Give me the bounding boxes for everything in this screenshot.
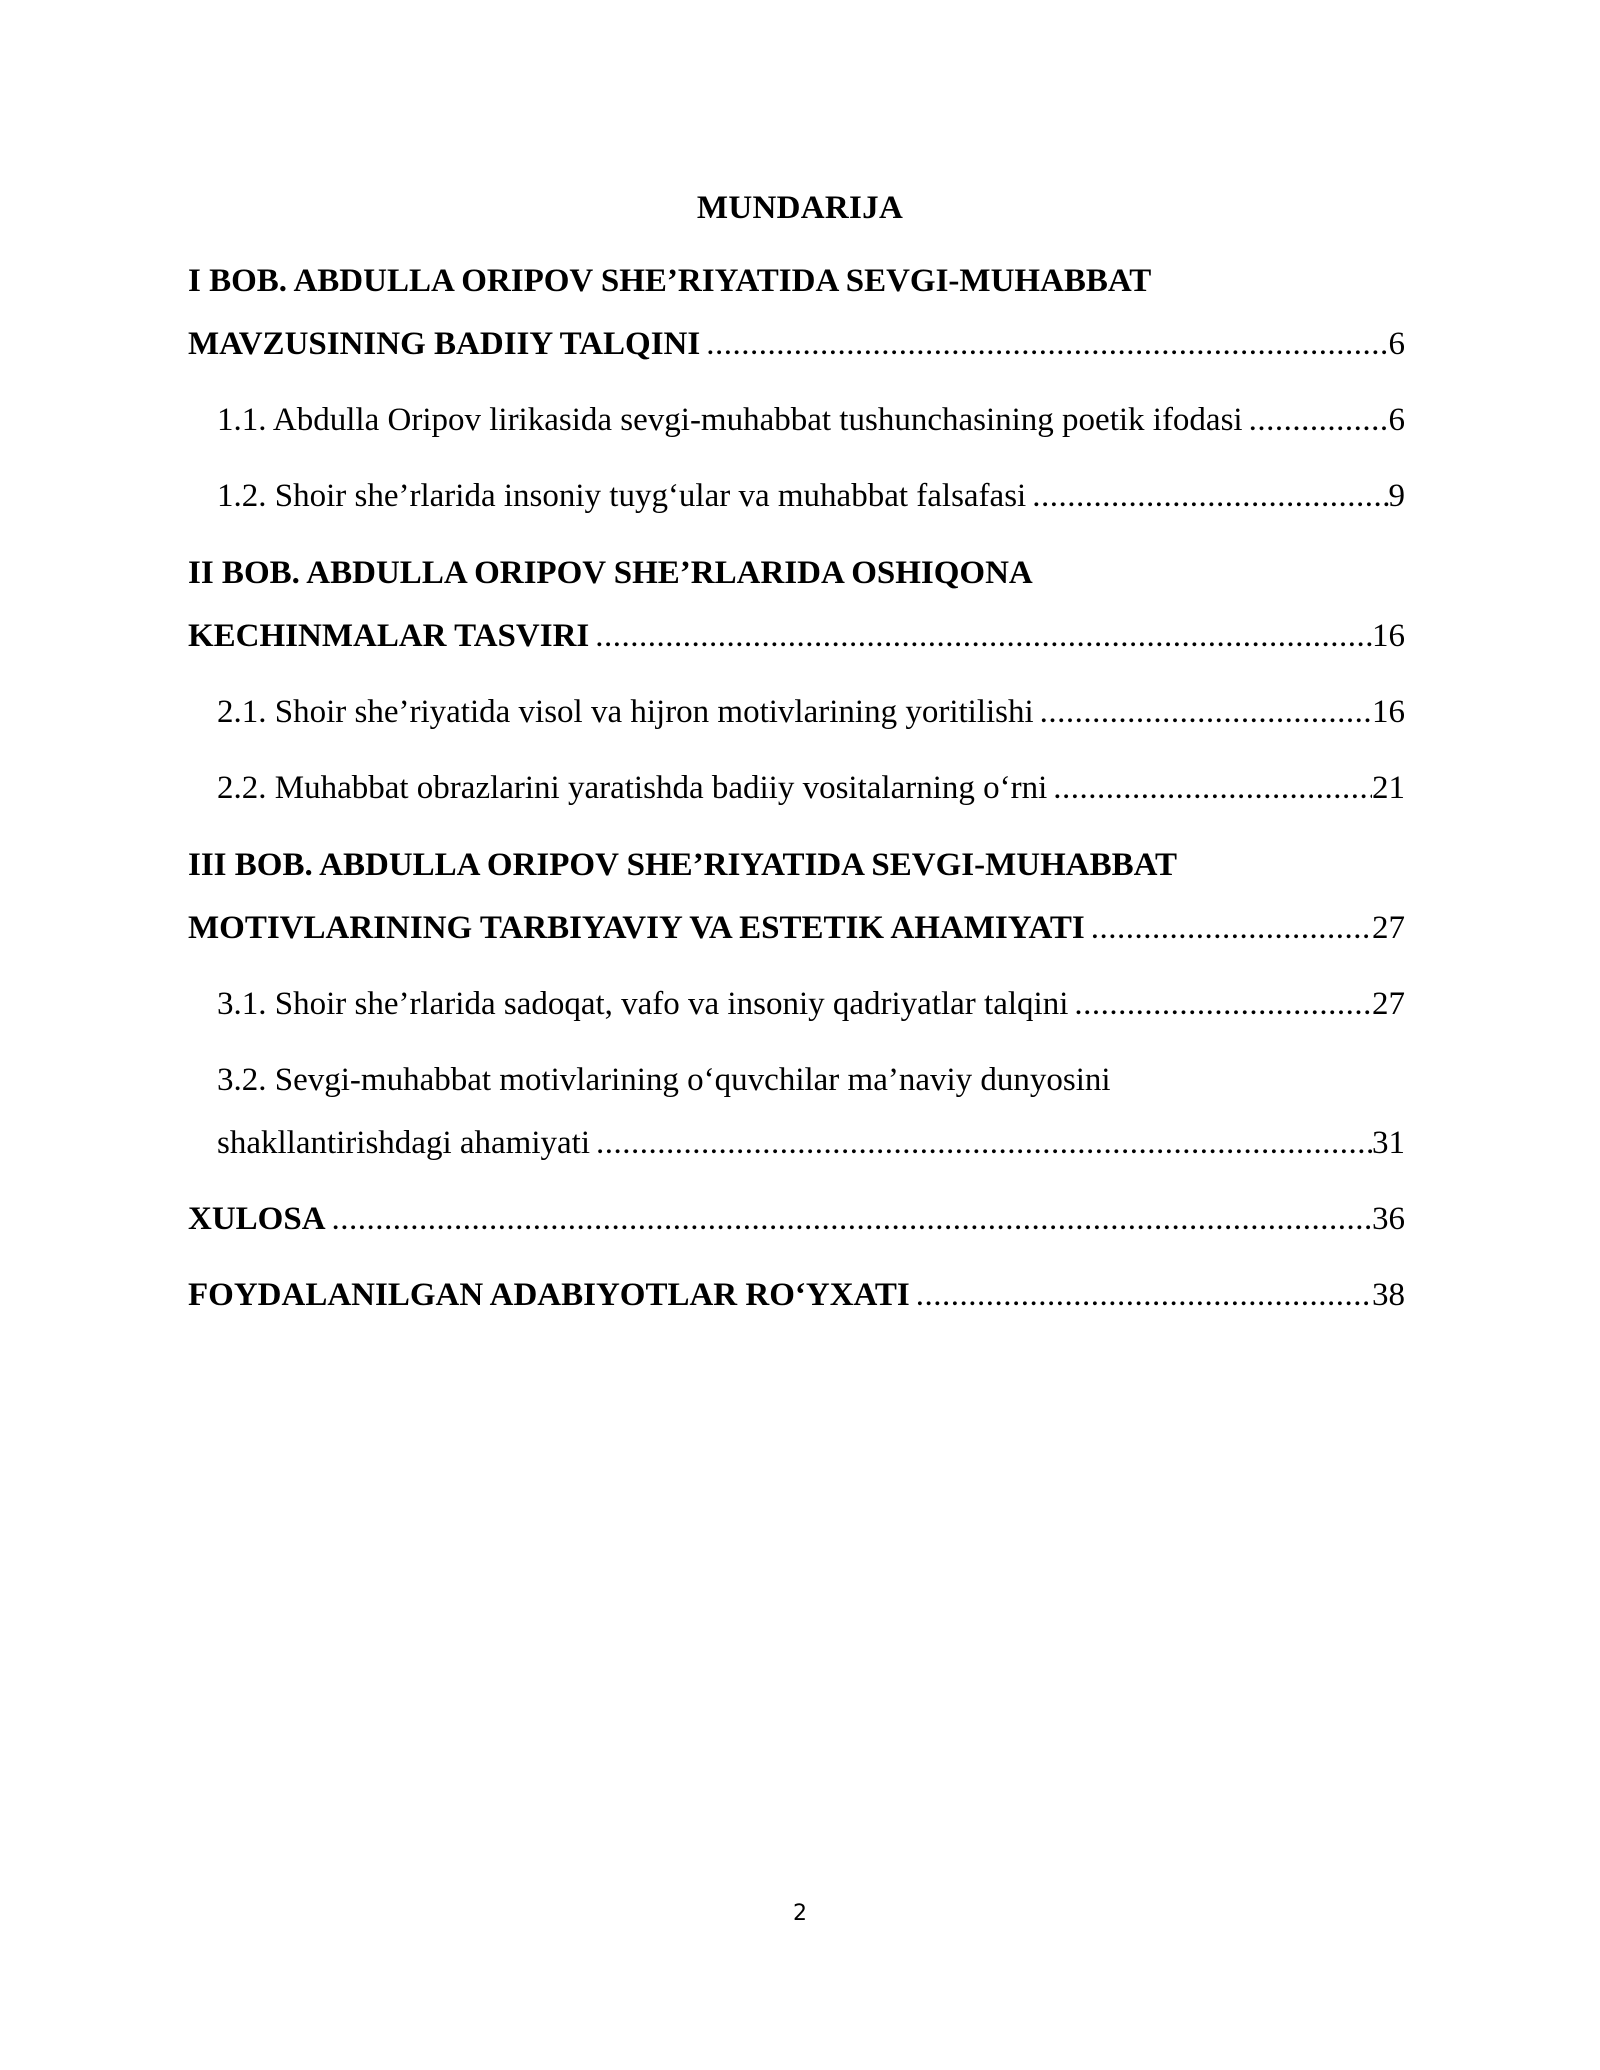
toc-section-1-2-leader — [217, 465, 1405, 528]
toc-chapter-1-title-line-2: MAVZUSINING BADIIY TALQINI — [188, 326, 701, 362]
toc-references-leader — [188, 1264, 1405, 1327]
toc-section-2-2-leader — [217, 757, 1405, 820]
toc-section-2-1-title: 2.1. Shoir she’riyatida visol va hijron motivlarining yoritilishi — [217, 694, 1034, 730]
toc-chapter-1-title-line-1: I BOB. ABDULLA ORIPOV SHE’RIYATIDA SEVGI-MUHABBAT — [188, 263, 1152, 299]
toc-section-2-1-page: 16 — [1372, 694, 1405, 730]
toc-section-1-1-page: 6 — [1388, 402, 1405, 438]
toc-chapter-3-leader — [188, 897, 1405, 960]
dot-leader — [1040, 681, 1372, 744]
dot-leader — [1032, 465, 1388, 528]
toc-section-2-2-page: 21 — [1372, 770, 1405, 806]
toc-references-page: 38 — [1372, 1277, 1405, 1313]
dot-leader — [595, 605, 1372, 668]
page-title: MUNDARIJA — [696, 190, 904, 226]
toc-conclusion-title: XULOSA — [188, 1201, 326, 1237]
toc-section-3-1-leader — [217, 973, 1405, 1036]
dot-leader — [1074, 973, 1372, 1036]
table-of-contents — [188, 250, 1405, 1327]
toc-section-3-1-page: 27 — [1372, 986, 1405, 1022]
dot-leader — [1091, 897, 1372, 960]
toc-chapter-2-leader — [188, 605, 1405, 668]
toc-section-1-2-page: 9 — [1388, 478, 1405, 514]
toc-chapter-3-title-line-2: MOTIVLARINING TARBIYAVIY VA ESTETIK AHAMIYATI — [188, 910, 1085, 946]
toc-section-1-1-title: 1.1. Abdulla Oripov lirikasida sevgi-muhabbat tushunchasining poetik ifodasi — [217, 402, 1243, 438]
toc-chapter-2-title-line-2: KECHINMALAR TASVIRI — [188, 618, 590, 654]
dot-leader — [706, 313, 1388, 376]
toc-section-3-2-leader — [217, 1112, 1405, 1175]
toc-chapter-1[interactable] — [188, 250, 1405, 376]
toc-conclusion[interactable] — [188, 1188, 1405, 1251]
page-number: 2 — [793, 1901, 807, 1926]
dot-leader — [1249, 389, 1389, 452]
toc-chapter-3-title-line-1: III BOB. ABDULLA ORIPOV SHE’RIYATIDA SEVGI-MUHABBAT — [188, 847, 1178, 883]
dot-leader — [332, 1188, 1372, 1251]
dot-leader — [916, 1264, 1372, 1327]
toc-section-2-1-leader — [217, 681, 1405, 744]
toc-references[interactable] — [188, 1264, 1405, 1327]
toc-section-3-1[interactable] — [188, 973, 1405, 1036]
toc-chapter-2-title-line-1: II BOB. ABDULLA ORIPOV SHE’RLARIDA OSHIQONA — [188, 555, 1033, 591]
toc-references-title: FOYDALANILGAN ADABIYOTLAR RO‘YXATI — [188, 1277, 910, 1313]
toc-section-2-2[interactable] — [188, 757, 1405, 820]
toc-section-2-1[interactable] — [188, 681, 1405, 744]
toc-section-1-1[interactable] — [188, 389, 1405, 452]
dot-leader — [1053, 757, 1372, 820]
toc-conclusion-page: 36 — [1372, 1201, 1405, 1237]
toc-chapter-2-page: 16 — [1372, 618, 1405, 654]
toc-chapter-1-leader — [188, 313, 1405, 376]
toc-section-3-2[interactable] — [188, 1049, 1405, 1175]
toc-section-3-1-title: 3.1. Shoir she’rlarida sadoqat, vafo va insoniy qadriyatlar talqini — [217, 986, 1069, 1022]
toc-chapter-1-page: 6 — [1388, 326, 1405, 362]
toc-section-1-2[interactable] — [188, 465, 1405, 528]
toc-section-3-2-title-line-1: 3.2. Sevgi-muhabbat motivlarining o‘quvchilar ma’naviy dunyosini — [217, 1062, 1111, 1098]
toc-chapter-2[interactable] — [188, 542, 1405, 668]
toc-section-1-1-leader — [217, 389, 1405, 452]
toc-conclusion-leader — [188, 1188, 1405, 1251]
toc-chapter-3[interactable] — [188, 834, 1405, 960]
toc-section-3-2-title-line-2: shakllantirishdagi ahamiyati — [217, 1125, 590, 1161]
dot-leader — [596, 1112, 1372, 1175]
toc-section-3-2-page: 31 — [1372, 1125, 1405, 1161]
toc-chapter-3-page: 27 — [1372, 910, 1405, 946]
toc-section-2-2-title: 2.2. Muhabbat obrazlarini yaratishda badiiy vositalarning o‘rni — [217, 770, 1048, 806]
toc-section-1-2-title: 1.2. Shoir she’rlarida insoniy tuyg‘ular va muhabbat falsafasi — [217, 478, 1027, 514]
